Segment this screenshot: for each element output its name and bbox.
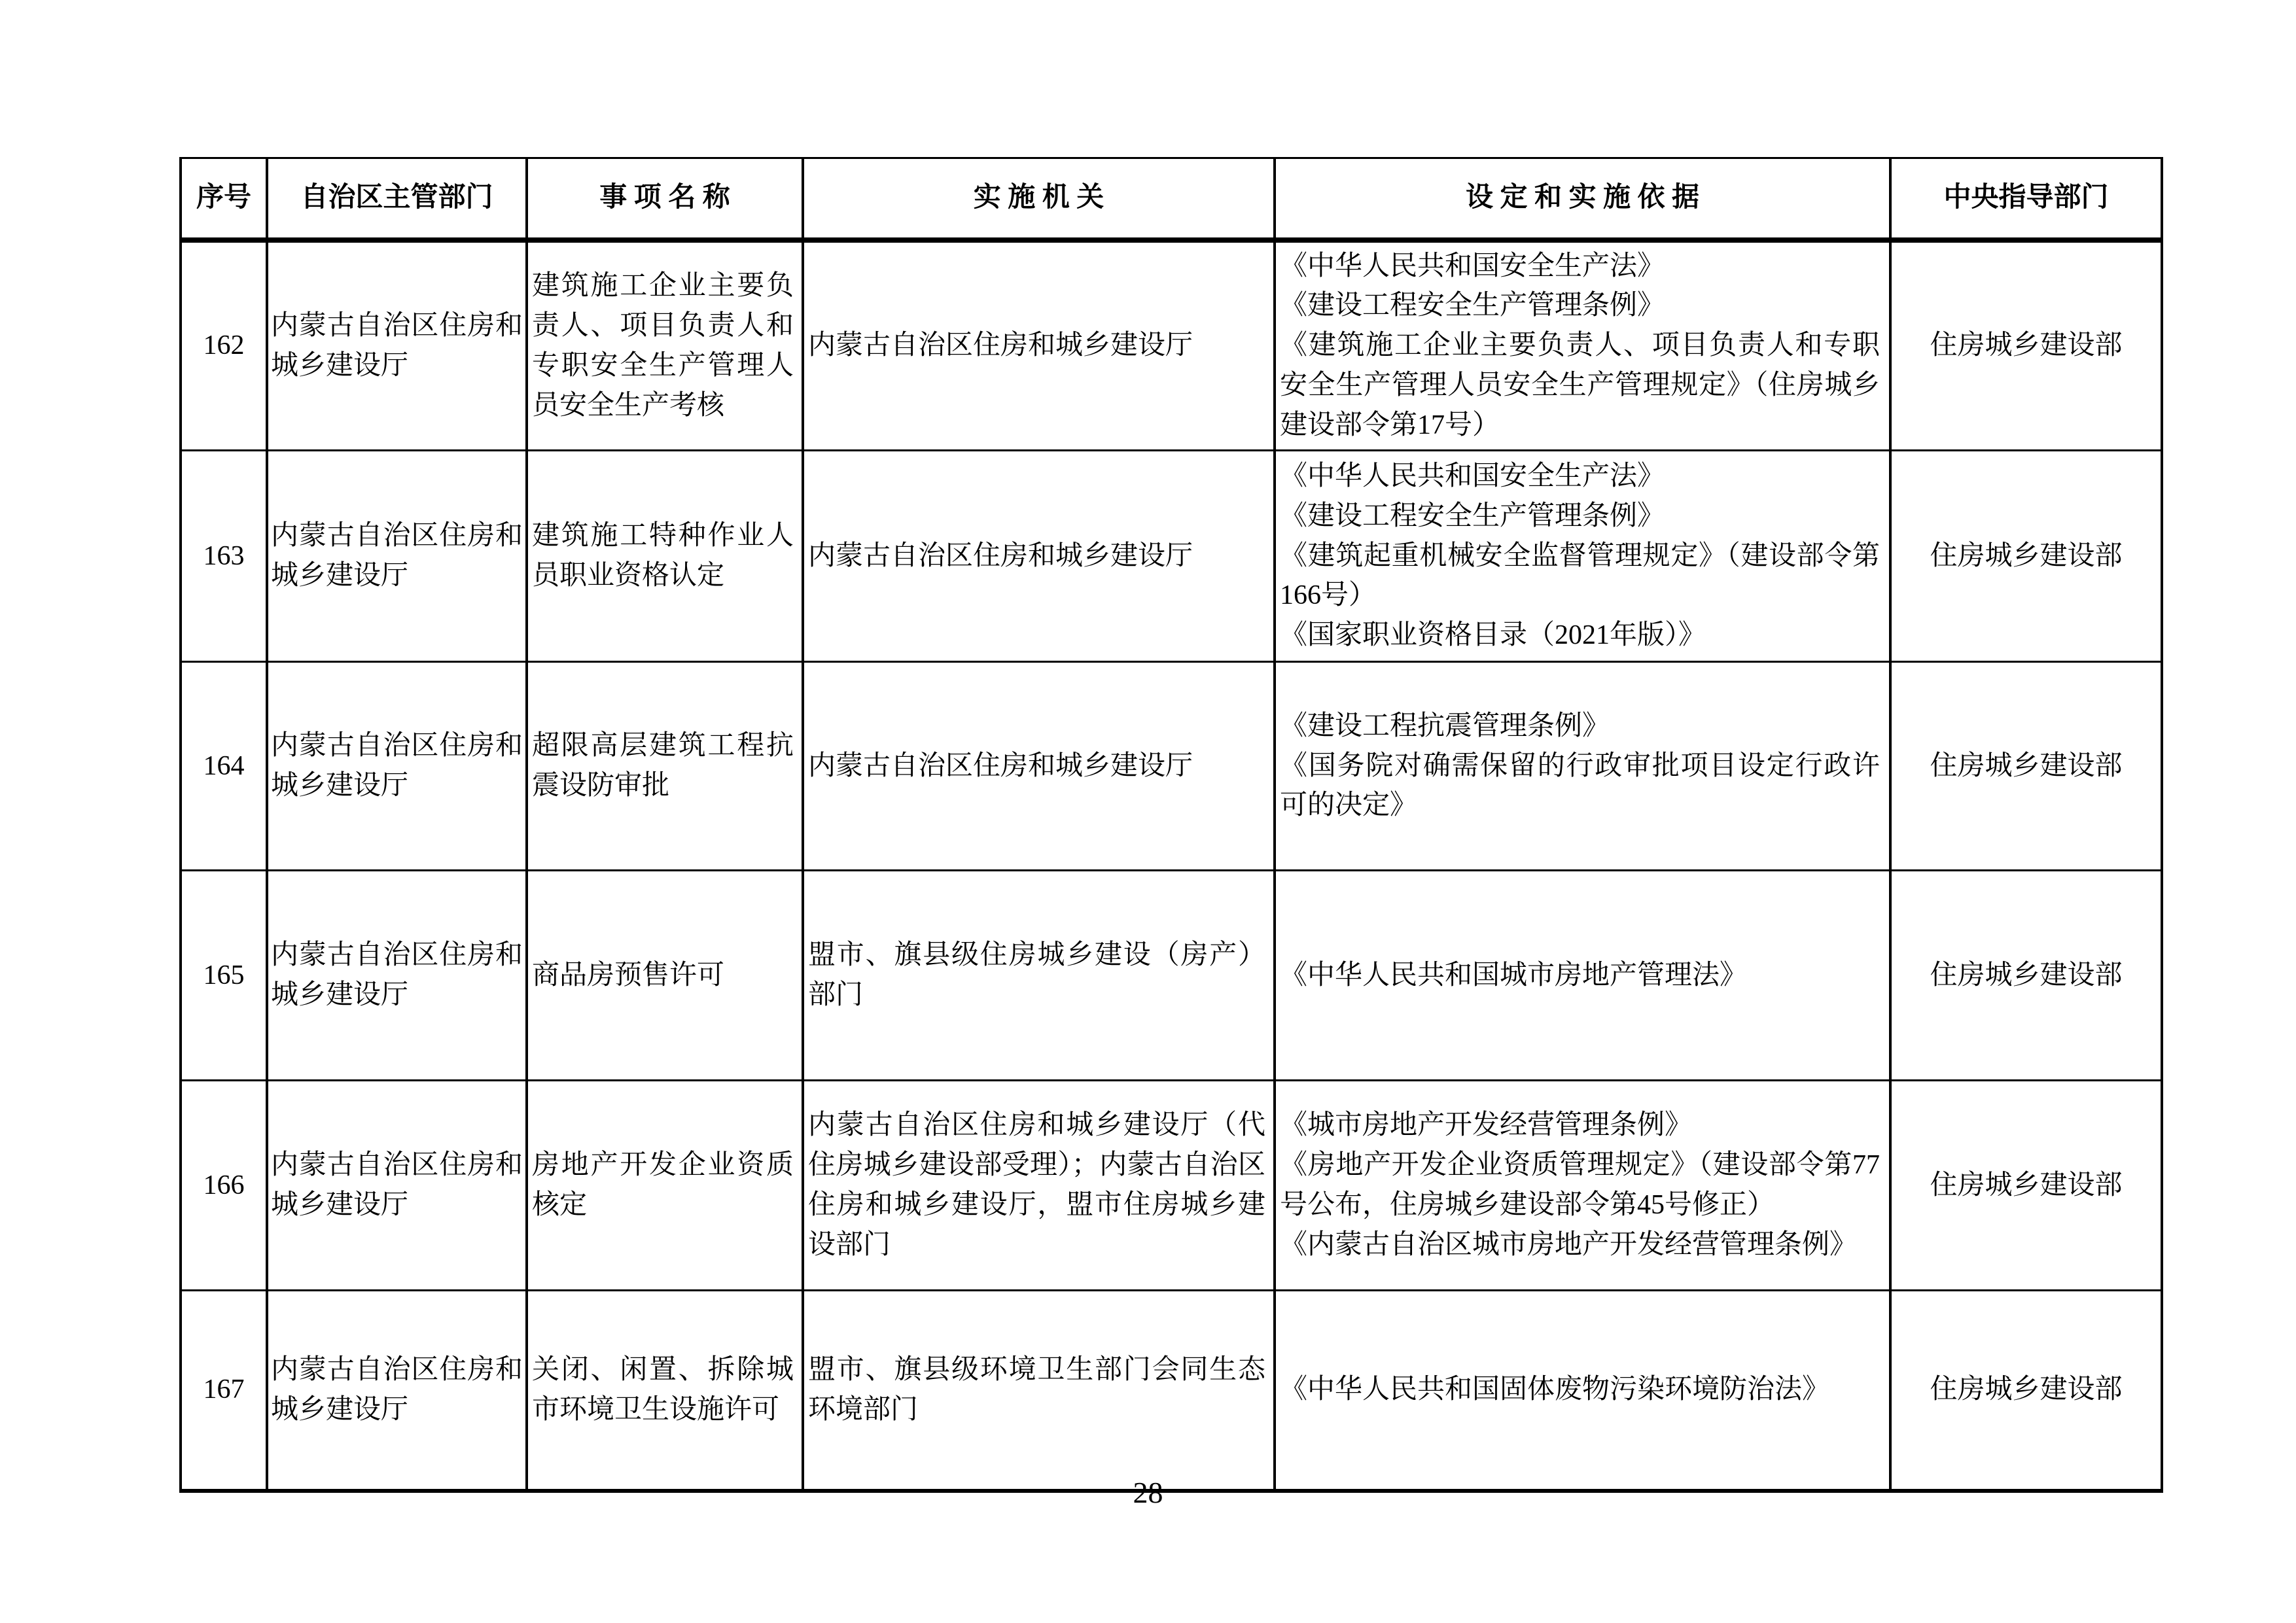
basis-entry: 《建设工程抗震管理条例》 <box>1280 710 1610 741</box>
page-number: － 28 － <box>1095 1476 1201 1509</box>
basis-entry: 《国务院对确需保留的行政审批项目设定行政许可的决定》 <box>1280 750 1880 821</box>
central-cell: 住房城乡建设部 <box>1890 451 2162 662</box>
basis-entry: 《中华人民共和国安全生产法》 <box>1280 251 1665 281</box>
col-header-seq: 序号 <box>181 158 267 240</box>
basis-entry: 《建筑施工企业主要负责人、项目负责人和专职安全生产管理人员安全生产管理规定》（住房城乡建设部令第17号） <box>1280 330 1880 441</box>
basis-cell <box>1275 662 1890 871</box>
seq-cell: 164 <box>181 662 267 871</box>
central-cell: 住房城乡建设部 <box>1890 1081 2162 1291</box>
col-header-basis: 设 定 和 实 施 依 据 <box>1275 158 1890 240</box>
basis-entry: 《中华人民共和国安全生产法》 <box>1280 461 1665 491</box>
agency-cell: 盟市、旗县级环境卫生部门会同生态环境部门 <box>803 1291 1275 1491</box>
dept-cell: 内蒙古自治区住房和城乡建设厅 <box>267 451 527 662</box>
table-row-164 <box>181 662 2162 871</box>
basis-cell <box>1275 1291 1890 1491</box>
table-header-row <box>181 158 2162 240</box>
basis-entry: 《建筑起重机械安全监督管理规定》（建设部令第166号） <box>1280 540 1880 611</box>
basis-entry: 《建设工程安全生产管理条例》 <box>1280 290 1665 321</box>
approval-items-table <box>179 157 2163 1493</box>
dept-cell: 内蒙古自治区住房和城乡建设厅 <box>267 1291 527 1491</box>
central-cell: 住房城乡建设部 <box>1890 662 2162 871</box>
basis-entry: 《内蒙古自治区城市房地产开发经营管理条例》 <box>1280 1229 1858 1260</box>
item-cell: 关闭、闲置、拆除城市环境卫生设施许可 <box>527 1291 803 1491</box>
table-row-163 <box>181 451 2162 662</box>
basis-entry: 《中华人民共和国城市房地产管理法》 <box>1280 960 1748 990</box>
basis-entry: 《国家职业资格目录（2021年版）》 <box>1280 620 1706 651</box>
dept-cell: 内蒙古自治区住房和城乡建设厅 <box>267 871 527 1081</box>
table-row-167 <box>181 1291 2162 1491</box>
agency-cell: 内蒙古自治区住房和城乡建设厅（代住房城乡建设部受理）；内蒙古自治区住房和城乡建设厅，盟市住房城乡建设部门 <box>803 1081 1275 1291</box>
item-cell: 商品房预售许可 <box>527 871 803 1081</box>
basis-entry: 《中华人民共和国固体废物污染环境防治法》 <box>1280 1374 1830 1405</box>
dept-cell: 内蒙古自治区住房和城乡建设厅 <box>267 240 527 451</box>
seq-cell: 162 <box>181 240 267 451</box>
item-cell: 建筑施工特种作业人员职业资格认定 <box>527 451 803 662</box>
col-header-item: 事 项 名 称 <box>527 158 803 240</box>
dept-cell: 内蒙古自治区住房和城乡建设厅 <box>267 662 527 871</box>
basis-entry: 《城市房地产开发经营管理条例》 <box>1280 1110 1693 1141</box>
table-row-166 <box>181 1081 2162 1291</box>
central-cell: 住房城乡建设部 <box>1890 240 2162 451</box>
seq-cell: 163 <box>181 451 267 662</box>
col-header-dept: 自治区主管部门 <box>267 158 527 240</box>
agency-cell: 内蒙古自治区住房和城乡建设厅 <box>803 240 1275 451</box>
item-cell: 房地产开发企业资质核定 <box>527 1081 803 1291</box>
item-cell: 建筑施工企业主要负责人、项目负责人和专职安全生产管理人员安全生产考核 <box>527 240 803 451</box>
agency-cell: 内蒙古自治区住房和城乡建设厅 <box>803 662 1275 871</box>
basis-entry: 《建设工程安全生产管理条例》 <box>1280 500 1665 531</box>
basis-cell <box>1275 1081 1890 1291</box>
basis-entry: 《房地产开发企业资质管理规定》（建设部令第77号公布，住房城乡建设部令第45号修正） <box>1280 1150 1880 1220</box>
table-row-165 <box>181 871 2162 1081</box>
central-cell: 住房城乡建设部 <box>1890 1291 2162 1491</box>
agency-cell: 内蒙古自治区住房和城乡建设厅 <box>803 451 1275 662</box>
dept-cell: 内蒙古自治区住房和城乡建设厅 <box>267 1081 527 1291</box>
col-header-central: 中央指导部门 <box>1890 158 2162 240</box>
seq-cell: 165 <box>181 871 267 1081</box>
seq-cell: 167 <box>181 1291 267 1491</box>
item-cell: 超限高层建筑工程抗震设防审批 <box>527 662 803 871</box>
table-row-162 <box>181 240 2162 451</box>
basis-cell <box>1275 451 1890 662</box>
basis-cell <box>1275 871 1890 1081</box>
col-header-agency: 实 施 机 关 <box>803 158 1275 240</box>
basis-cell <box>1275 240 1890 451</box>
central-cell: 住房城乡建设部 <box>1890 871 2162 1081</box>
seq-cell: 166 <box>181 1081 267 1291</box>
agency-cell: 盟市、旗县级住房城乡建设（房产）部门 <box>803 871 1275 1081</box>
